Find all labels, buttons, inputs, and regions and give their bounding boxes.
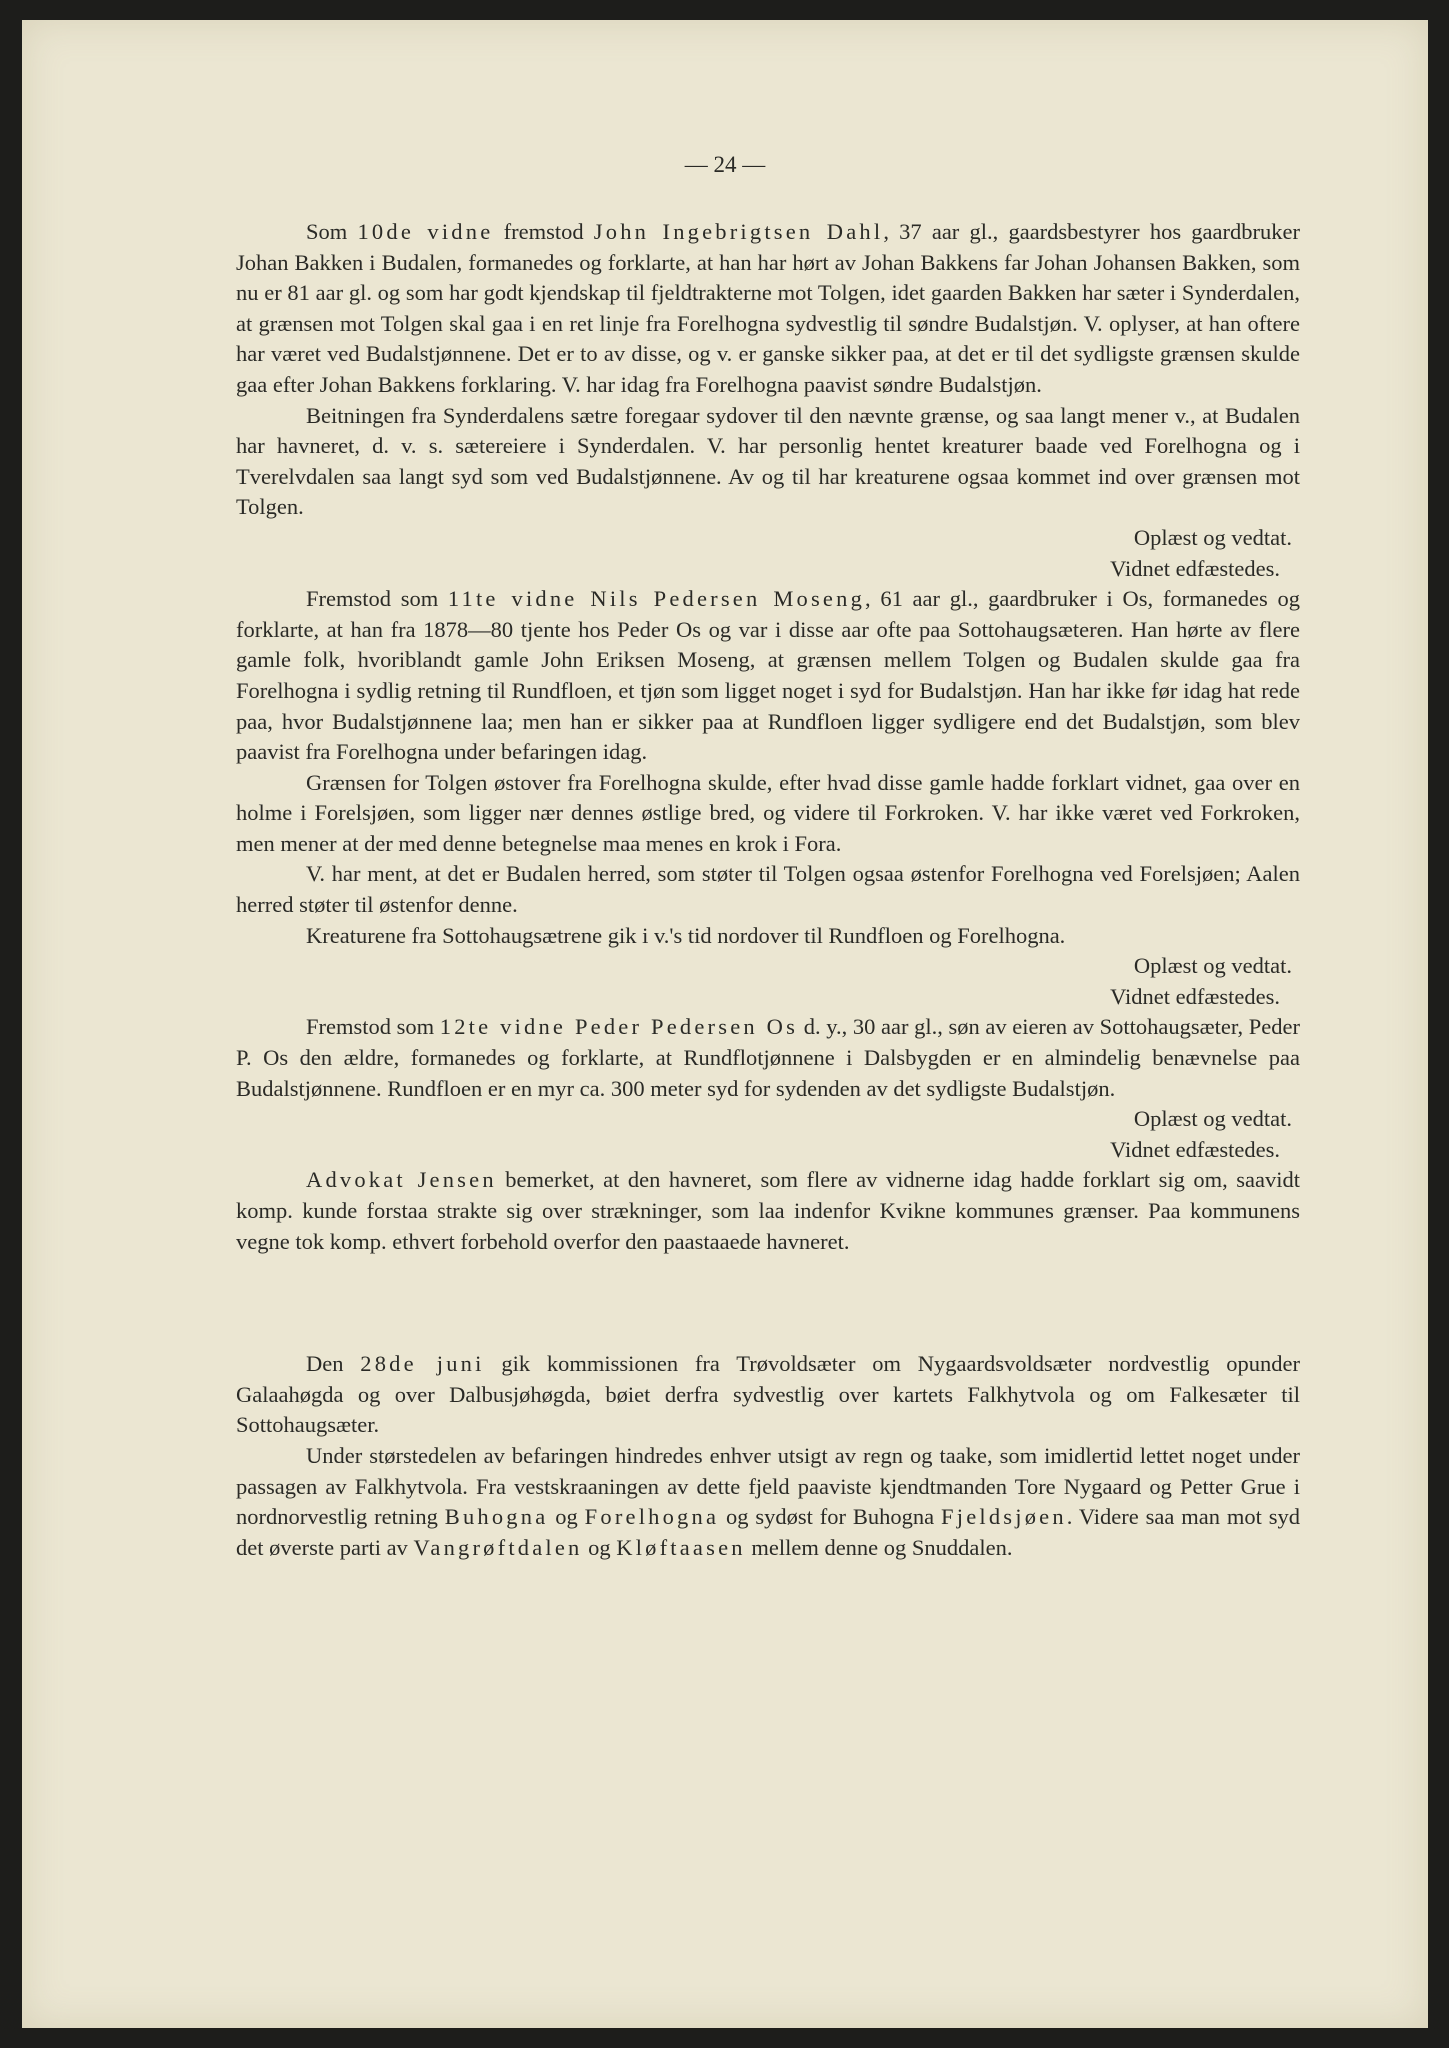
paragraph-p3	[236, 584, 1300, 768]
attestation	[236, 951, 1300, 1012]
text-run: Grænsen for Tolgen østover fra Forelhogna skulde, efter hvad disse gamle hadde forklart vidnet, gaa over en holme i Forelsjøen, som ligger nær dennes østlige bred, og videre til Forkroken. V. har ikke været ved Forkroken, men mener at der med denne betegnelse maa menes en krok i Fora.	[236, 769, 1300, 856]
spaced-name: Advokat Jensen	[306, 1167, 497, 1193]
text-run: fremstod	[493, 219, 594, 244]
section-gap	[236, 1257, 1300, 1349]
text-run: V. har ment, at det er Budalen herred, som støter til Tolgen ogsaa østenfor Forelhogna ved Forelsjøen; Aalen herred støter til østenfor denne.	[236, 861, 1300, 918]
text-run: og	[582, 1534, 617, 1560]
text-run: gik kommissionen fra Trøvoldsæter om Nygaardsvoldsæter nordvestlig opunder Galaahøgda og over Dalbusjøhøgda, bøiet derfra sydvestlig over kartets Falkhytvola og om Falkesæter til Sottohaugsæter.	[236, 1351, 1300, 1438]
attestation	[236, 1104, 1300, 1165]
attestation-line: Oplæst og vedtat.	[1133, 953, 1292, 979]
text-run: d. y., 30 aar gl., søn av eieren av Sottohaugsæter, Peder P. Os den ældre, formanedes og forklarte, at Rundflotjønnene i Dalsbygden er en almindelig benævnelse paa Budalstjønnene. Rundfloen er en myr ca. 300 meter syd for sydenden av det sydligste Budalstjøn.	[236, 1014, 1300, 1101]
paragraph-p7	[236, 1012, 1300, 1104]
text-run: Kreaturene fra Sottohaugsætrene gik i v.'s tid nordover til Rundfloen og Forelhogna.	[306, 922, 1066, 948]
page-number: — 24 —	[684, 152, 766, 177]
text-run: bemerket, at den havneret, som flere av vidnerne idag hadde forklart sig om, saavidt komp. kunde forstaa strakte sig over strækninger, som laa indenfor Kvikne kommunes grænser. Paa kommunens vegne tok komp. ethvert forbehold overfor den paastaaede havneret.	[236, 1167, 1300, 1254]
text-run: . Videre saa man mot syd det øverste parti av	[236, 1504, 1301, 1560]
attestation	[236, 523, 1300, 584]
text-run: Den	[306, 1351, 361, 1377]
text-run: Som	[306, 219, 358, 244]
spaced-name: Buhogna	[444, 1504, 549, 1530]
spaced-name: Fjeldsjøen	[941, 1504, 1067, 1530]
paragraph-p8	[236, 1165, 1300, 1257]
spaced-name: Forelhogna	[584, 1504, 720, 1530]
paragraph-p1	[236, 217, 1300, 401]
spaced-name: 12te vidne Peder Pedersen Os	[439, 1014, 799, 1040]
attestation-line: Vidnet edfæstedes.	[1110, 555, 1280, 581]
paragraph-p9	[236, 1349, 1300, 1441]
spaced-name: Vangrøftdalen	[413, 1534, 583, 1560]
attestation-line: Oplæst og vedtat.	[1133, 524, 1292, 550]
text-run: Fremstod som	[306, 1014, 440, 1040]
attestation-line: Oplæst og vedtat.	[1133, 1106, 1292, 1132]
text-run: Beitningen fra Synderdalens sætre foregaar sydover til den nævnte grænse, og saa langt mener v., at Budalen har havneret, d. v. s. sætereiere i Synderdalen. V. har personlig hentet kreaturer baade ved Forelhogna og i Tverelvdalen saa langt syd som ved Budalstjønnene. Av og til har kreaturene ogsaa kommet ind over grænsen mot Tolgen.	[236, 402, 1300, 520]
spaced-name: 11te vidne Nils Pedersen Moseng	[447, 586, 866, 612]
attestation-line: Vidnet edfæstedes.	[1110, 983, 1280, 1009]
paragraph-p10	[236, 1441, 1300, 1563]
text-run: og	[548, 1504, 585, 1530]
spaced-name: 10de vidne	[357, 219, 494, 244]
text-run: og sydøst for Buhogna	[719, 1504, 942, 1530]
text-run: Fremstod som	[306, 586, 448, 612]
spaced-name: Kløftaasen	[616, 1534, 746, 1560]
paragraph-p5	[236, 859, 1300, 920]
spaced-name: John Ingebrigtsen Dahl	[593, 219, 884, 244]
document-page	[22, 20, 1428, 2028]
paragraph-p6	[236, 921, 1300, 952]
text-run: , 37 aar gl., gaardsbestyrer hos gaardbruker Johan Bakken i Budalen, formanedes og forklarte, at han har hørt av Johan Bakkens far Johan Johansen Bakken, som nu er 81 aar gl. og som har godt kjendskap til fjeldtrakterne mot Tolgen, idet gaarden Bakken har sæter i Synderdalen, at grænsen mot Tolgen skal gaa i en ret linje fra Forelhogna sydvestlig til søndre Budalstjøn. V. oplyser, at han oftere har været ved Budalstjønnene. Det er to av disse, og v. er ganske sikker paa, at det er til det sydligste grænsen skulde gaa efter Johan Bakkens forklaring. V. har idag fra Forelhogna paavist søndre Budalstjøn.	[236, 219, 1300, 397]
text-run: Under størstedelen av befaringen hindredes enhver utsigt av regn og taake, som imidlertid lettet noget under passagen av Falkhytvola. Fra vestskraaningen av dette fjeld paaviste kjendtmanden Tore Nygaard og Petter Grue i nordnorvestlig retning	[236, 1442, 1300, 1530]
text-run: , 61 aar gl., gaardbruker i Os, formanedes og forklarte, at han fra 1878—80 tjente hos Peder Os og var i disse aar ofte paa Sottohaugsæteren. Han hørte av flere gamle folk, hvoriblandt gamle John Eriksen Moseng, at grænsen mellem Tolgen og Budalen skulde gaa fra Forelhogna i sydlig retning til Rundfloen, et tjøn som ligget noget i syd for Budalstjøn. Han har ikke før idag hat rede paa, hvor Budalstjønnene laa; men han er sikker paa at Rundfloen ligger sydligere end det Budalstjøn, som blev paavist fra Forelhogna under befaringen idag.	[236, 586, 1300, 765]
paragraph-p2	[236, 401, 1300, 523]
spaced-name: 28de juni	[360, 1351, 485, 1377]
attestation-line: Vidnet edfæstedes.	[1110, 1136, 1280, 1162]
paragraph-p4	[236, 768, 1300, 860]
document-body	[236, 217, 1300, 1563]
text-run: mellem denne og Snuddalen.	[745, 1534, 1013, 1560]
